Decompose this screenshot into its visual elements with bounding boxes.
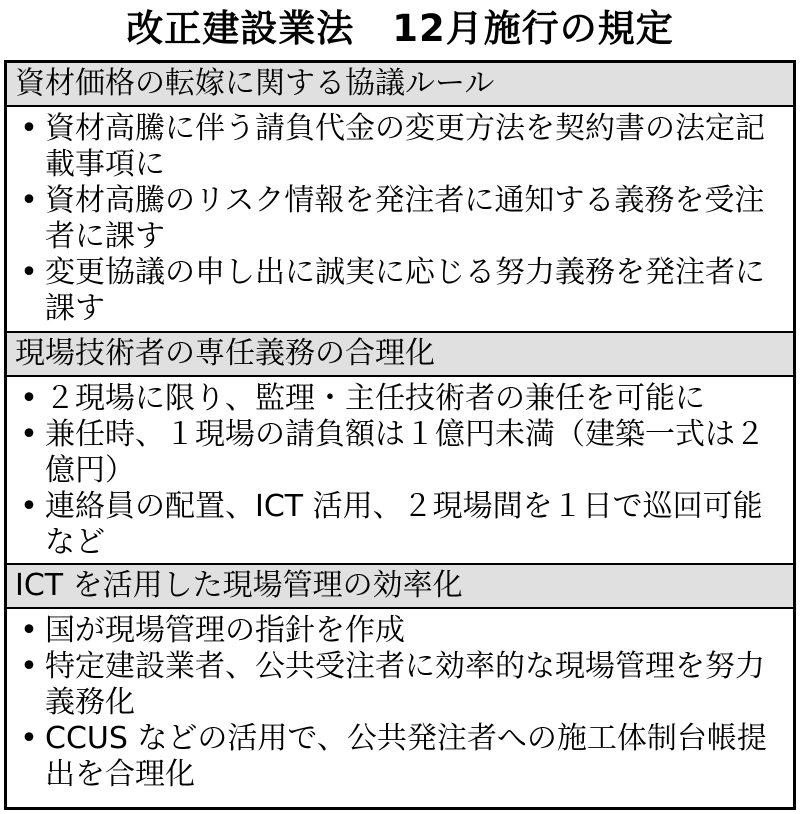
list-item-text: 国が現場管理の指針を作成	[45, 613, 405, 648]
section-heading-price-pass-through: 資材価格の転嫁に関する協議ルール	[7, 63, 793, 107]
list-item	[7, 613, 793, 649]
bullet-icon: •	[20, 613, 38, 648]
list-item	[7, 381, 793, 417]
list-item	[7, 417, 793, 489]
bullet-icon: •	[20, 255, 38, 290]
section-body-ict-management	[7, 613, 793, 793]
list-item-text: ２現場に限り、監理・主任技術者の兼任を可能に	[45, 381, 705, 416]
list-item-text: 変更協議の申し出に誠実に応じる努力義務を発注者に課す	[45, 255, 765, 326]
list-item	[7, 649, 793, 721]
list-item-text: 特定建設業者、公共受注者に効率的な現場管理を努力義務化	[45, 649, 765, 720]
bullet-icon: •	[20, 721, 38, 756]
bullet-icon: •	[20, 111, 38, 146]
list-item-text: 資材高騰のリスク情報を発注者に通知する義務を受注者に課す	[45, 183, 765, 254]
list-item-text: 兼任時、１現場の請負額は１億円未満（建築一式は２億円）	[45, 417, 765, 488]
bullet-icon: •	[20, 489, 38, 524]
list-item	[7, 721, 793, 793]
section-heading-ict-management: ICT を活用した現場管理の効率化	[7, 565, 793, 609]
section-body-engineer-duty	[7, 381, 793, 561]
list-item-text: 資材高騰に伴う請負代金の変更方法を契約書の法定記載事項に	[45, 111, 765, 182]
section-heading-engineer-duty: 現場技術者の専任義務の合理化	[7, 333, 793, 377]
list-item	[7, 255, 793, 327]
list-item-text: 連絡員の配置、ICT 活用、２現場間を１日で巡回可能など	[45, 489, 763, 560]
list-item	[7, 183, 793, 255]
bullet-icon: •	[20, 649, 38, 684]
regulations-table	[4, 60, 796, 810]
bullet-icon: •	[20, 417, 38, 452]
page-title: 改正建設業法 12月施行の規定	[126, 7, 674, 50]
list-item	[7, 111, 793, 183]
list-item-text: CCUS などの活用で、公共発注者への施工体制台帳提出を合理化	[45, 721, 767, 792]
list-item	[7, 489, 793, 561]
section-body-price-pass-through	[7, 111, 793, 327]
bullet-icon: •	[20, 381, 38, 416]
bullet-icon: •	[20, 183, 38, 218]
